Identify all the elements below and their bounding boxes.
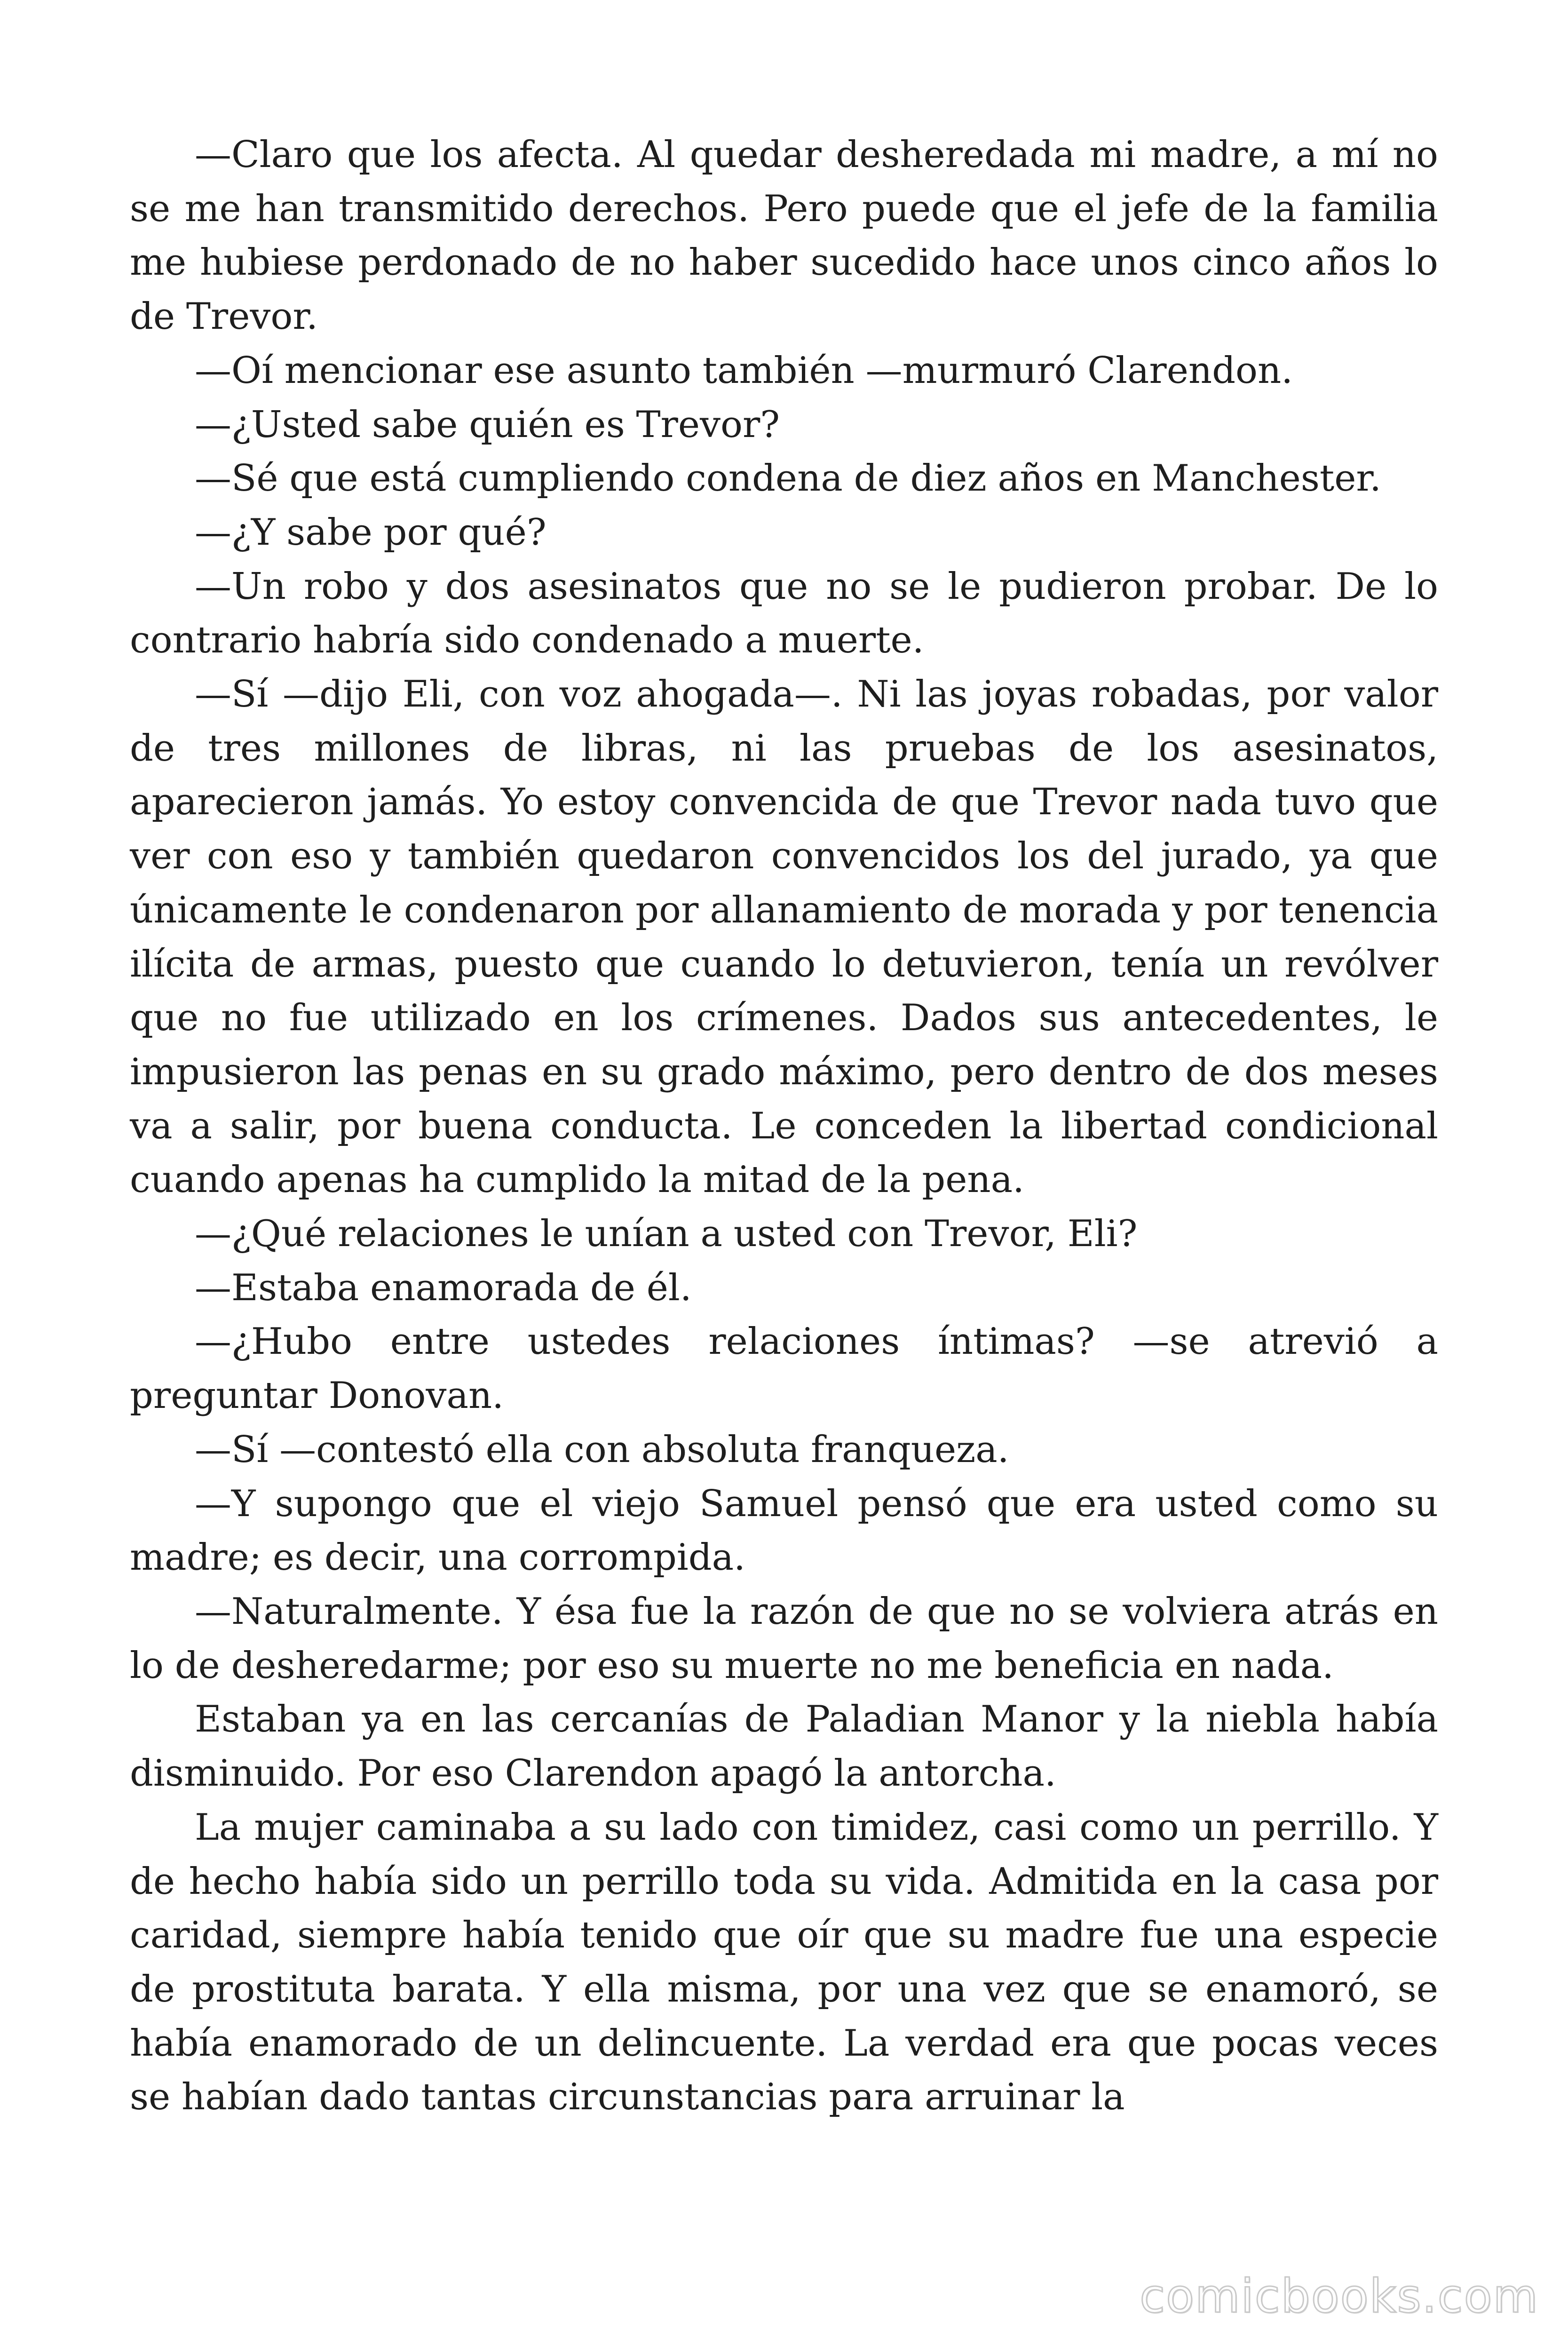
paragraph: —Claro que los afecta. Al quedar desheredada mi madre, a mí no se me han transmitido derechos. Pero puede que el jefe de la familia me hubiese perdonado de no haber sucedido hace unos cinco años lo de Trevor.: [130, 134, 1438, 338]
paragraph: —¿Hubo entre ustedes relaciones íntimas? —se atrevió a preguntar Donovan.: [130, 1320, 1438, 1417]
paragraph: —Sé que está cumpliendo condena de diez años en Manchester.: [195, 457, 1381, 500]
paragraph: —Sí —contestó ella con absoluta franqueza.: [195, 1428, 1009, 1471]
paragraph: —Y supongo que el viejo Samuel pensó que era usted como su madre; es decir, una corrompida.: [130, 1482, 1438, 1579]
paragraph: —Un robo y dos asesinatos que no se le pudieron probar. De lo contrario habría sido condenado a muerte.: [130, 565, 1438, 662]
paragraph: —¿Y sabe por qué?: [195, 511, 546, 554]
paragraph: —Oí mencionar ese asunto también —murmuró Clarendon.: [195, 349, 1293, 392]
paragraph: —¿Qué relaciones le unían a usted con Trevor, Eli?: [195, 1213, 1138, 1255]
paragraph: —Naturalmente. Y ésa fue la razón de que no se volviera atrás en lo de desheredarme; por eso su muerte no me beneficia en nada.: [130, 1590, 1438, 1687]
paragraph: Estaban ya en las cercanías de Paladian Manor y la niebla había disminuido. Por eso Clarendon apagó la antorcha.: [130, 1698, 1438, 1795]
paragraph: —Sí —dijo Eli, con voz ahogada—. Ni las joyas robadas, por valor de tres millones de libras, ni las pruebas de los asesinatos, aparecieron jamás. Yo estoy convencida de que Trevor nada tuvo que ver con eso y también quedaron convencidos los del jurado, ya que únicamente le condenaron por allanamiento de morada y por tenencia ilícita de armas, puesto que cuando lo detuvieron, tenía un revólver que no fue utilizado en los crímenes. Dados sus antecedentes, le impusieron las penas en su grado máximo, pero dentro de dos meses va a salir, por buena conducta. Le conceden la libertad condicional cuando apenas ha cumplido la mitad de la pena.: [130, 673, 1438, 1201]
paragraph: —¿Usted sabe quién es Trevor?: [195, 403, 780, 446]
page-body: [130, 128, 1438, 2124]
watermark: comicbooks.com: [1140, 2270, 1539, 2323]
paragraph: La mujer caminaba a su lado con timidez, casi como un perrillo. Y de hecho había sido un perrillo toda su vida. Admitida en la casa por caridad, siempre había tenido que oír que su madre fue una especie de prostituta barata. Y ella misma, por una vez que se enamoró, se había enamorado de un delincuente. La verdad era que pocas veces se habían dado tantas circunstancias para arruinar la: [130, 1806, 1438, 2119]
paragraph: —Estaba enamorada de él.: [195, 1266, 692, 1309]
